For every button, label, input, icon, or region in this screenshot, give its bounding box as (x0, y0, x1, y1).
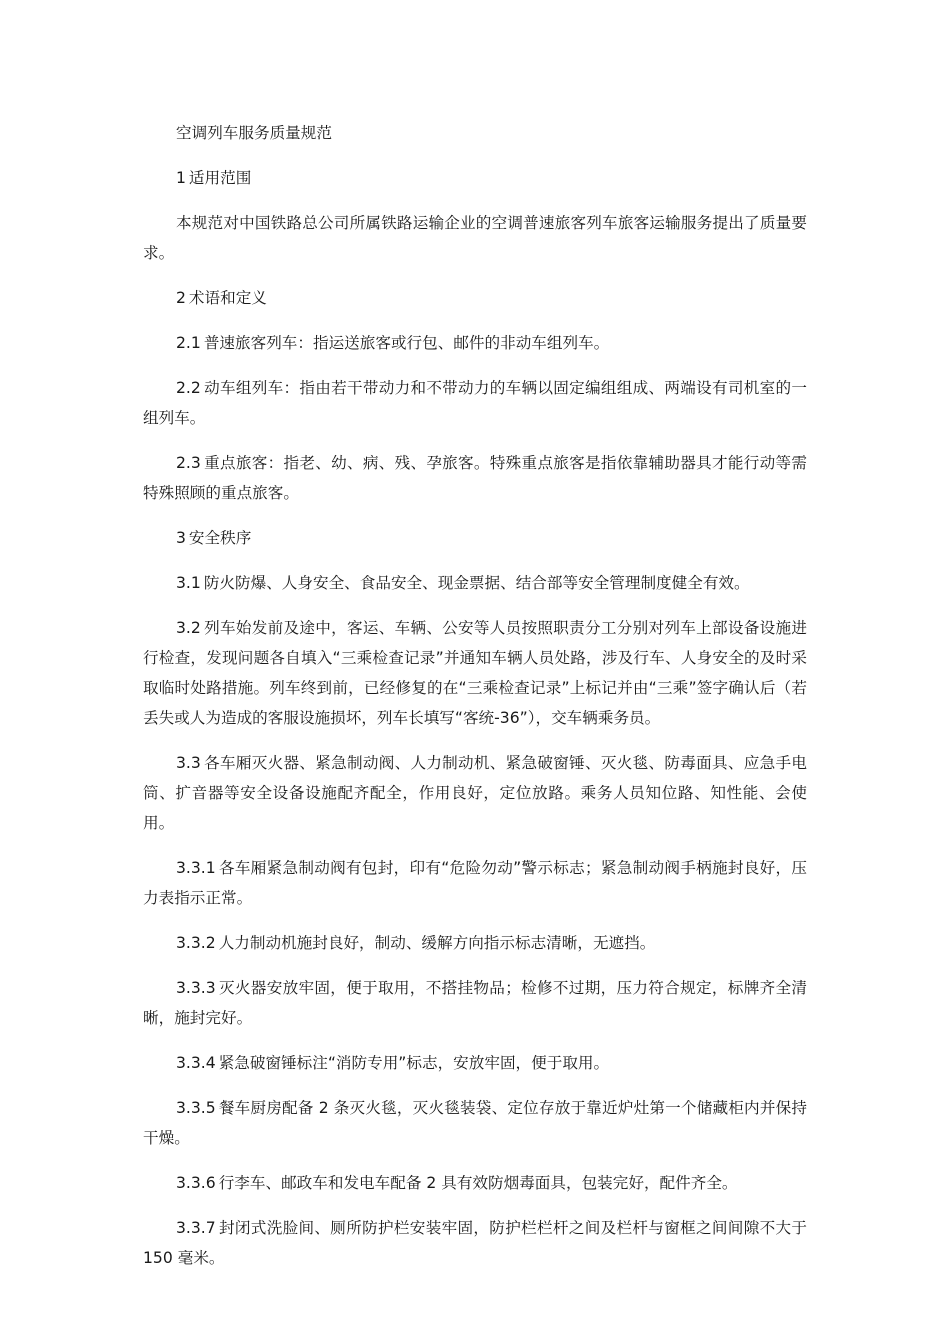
document-paragraph (143, 748, 807, 838)
paragraph-text: 紧急破窗锤标注“消防专用”标志，安放牢固，便于取用。 (218, 1054, 610, 1072)
section-number: 3.3.3 (176, 979, 216, 997)
section-number: 2.2 (176, 379, 201, 397)
paragraph-text: 术语和定义 (188, 289, 267, 307)
section-number: 3.3.1 (176, 859, 216, 877)
paragraph-text: 灭火器安放牢固，便于取用，不搭挂物品；检修不过期，压力符合规定，标牌齐全清晰，施封完好。 (143, 979, 807, 1027)
document-title-text: 空调列车服务质量规范 (176, 124, 332, 142)
section-number: 1 (176, 169, 186, 187)
document-paragraph (143, 523, 807, 553)
paragraph-text: 各车厢紧急制动阀有包封，印有“危险勿动”警示标志；紧急制动阀手柄施封良好，压力表指示正常。 (143, 859, 807, 907)
document-paragraph (143, 1048, 807, 1078)
section-number: 2.3 (176, 454, 201, 472)
document-page (143, 118, 807, 1288)
paragraph-text: 各车厢灭火器、紧急制动阀、人力制动机、紧急破窗锤、灭火毯、防毒面具、应急手电筒、扩音器等安全设备设施配齐配全，作用良好，定位放路。乘务人员知位路、知性能、会使用。 (143, 754, 807, 832)
paragraph-text: 重点旅客：指老、幼、病、残、孕旅客。特殊重点旅客是指依靠辅助器具才能行动等需特殊照顾的重点旅客。 (143, 454, 807, 502)
paragraph-list (143, 163, 807, 1273)
paragraph-text: 适用范围 (188, 169, 252, 187)
document-paragraph (143, 568, 807, 598)
paragraph-text: 动车组列车：指由若干带动力和不带动力的车辆以固定编组组成、两端设有司机室的一组列车。 (143, 379, 807, 427)
paragraph-text: 普速旅客列车：指运送旅客或行包、邮件的非动车组列车。 (203, 334, 610, 352)
document-paragraph (143, 853, 807, 913)
document-title (143, 118, 807, 148)
section-number: 3.2 (176, 619, 201, 637)
section-number: 3.3.2 (176, 934, 216, 952)
document-paragraph (143, 973, 807, 1033)
document-paragraph (143, 373, 807, 433)
document-paragraph (143, 448, 807, 508)
section-number: 2 (176, 289, 186, 307)
section-number: 3.3.4 (176, 1054, 216, 1072)
document-paragraph (143, 613, 807, 733)
section-number: 3.3.5 (176, 1099, 216, 1117)
section-number: 3.3.7 (176, 1219, 216, 1237)
paragraph-text: 封闭式洗脸间、厕所防护栏安装牢固，防护栏栏杆之间及栏杆与窗框之间间隙不大于 150 毫米。 (143, 1219, 807, 1267)
paragraph-text: 人力制动机施封良好，制动、缓解方向指示标志清晰，无遮挡。 (218, 934, 656, 952)
document-paragraph (143, 328, 807, 358)
document-paragraph (143, 1168, 807, 1198)
document-paragraph (143, 163, 807, 193)
document-paragraph (143, 928, 807, 958)
section-number: 3 (176, 529, 186, 547)
document-paragraph (143, 1213, 807, 1273)
paragraph-text: 防火防爆、人身安全、食品安全、现金票据、结合部等安全管理制度健全有效。 (203, 574, 750, 592)
document-paragraph (143, 283, 807, 313)
paragraph-text: 行李车、邮政车和发电车配备 2 具有效防烟毒面具，包装完好，配件齐全。 (218, 1174, 738, 1192)
section-number: 3.3.6 (176, 1174, 216, 1192)
section-number: 2.1 (176, 334, 201, 352)
section-number: 3.1 (176, 574, 201, 592)
section-number: 3.3 (176, 754, 201, 772)
paragraph-text: 餐车厨房配备 2 条灭火毯，灭火毯装袋、定位存放于靠近炉灶第一个储藏柜内并保持干燥。 (143, 1099, 807, 1147)
paragraph-text: 本规范对中国铁路总公司所属铁路运输企业的空调普速旅客列车旅客运输服务提出了质量要求。 (143, 214, 807, 262)
document-paragraph (143, 1093, 807, 1153)
paragraph-text: 列车始发前及途中，客运、车辆、公安等人员按照职责分工分别对列车上部设备设施进行检查，发现问题各自填入“三乘检查记录”并通知车辆人员处路，涉及行车、人身安全的及时采取临时处路措施。列车终到前，已经修复的在“三乘检查记录”上标记并由“三乘”签字确认后（若丢失或人为造成的客服设施损坏，列车长填写“客统-36”），交车辆乘务员。 (143, 619, 807, 727)
document-paragraph (143, 208, 807, 268)
paragraph-text: 安全秩序 (188, 529, 252, 547)
